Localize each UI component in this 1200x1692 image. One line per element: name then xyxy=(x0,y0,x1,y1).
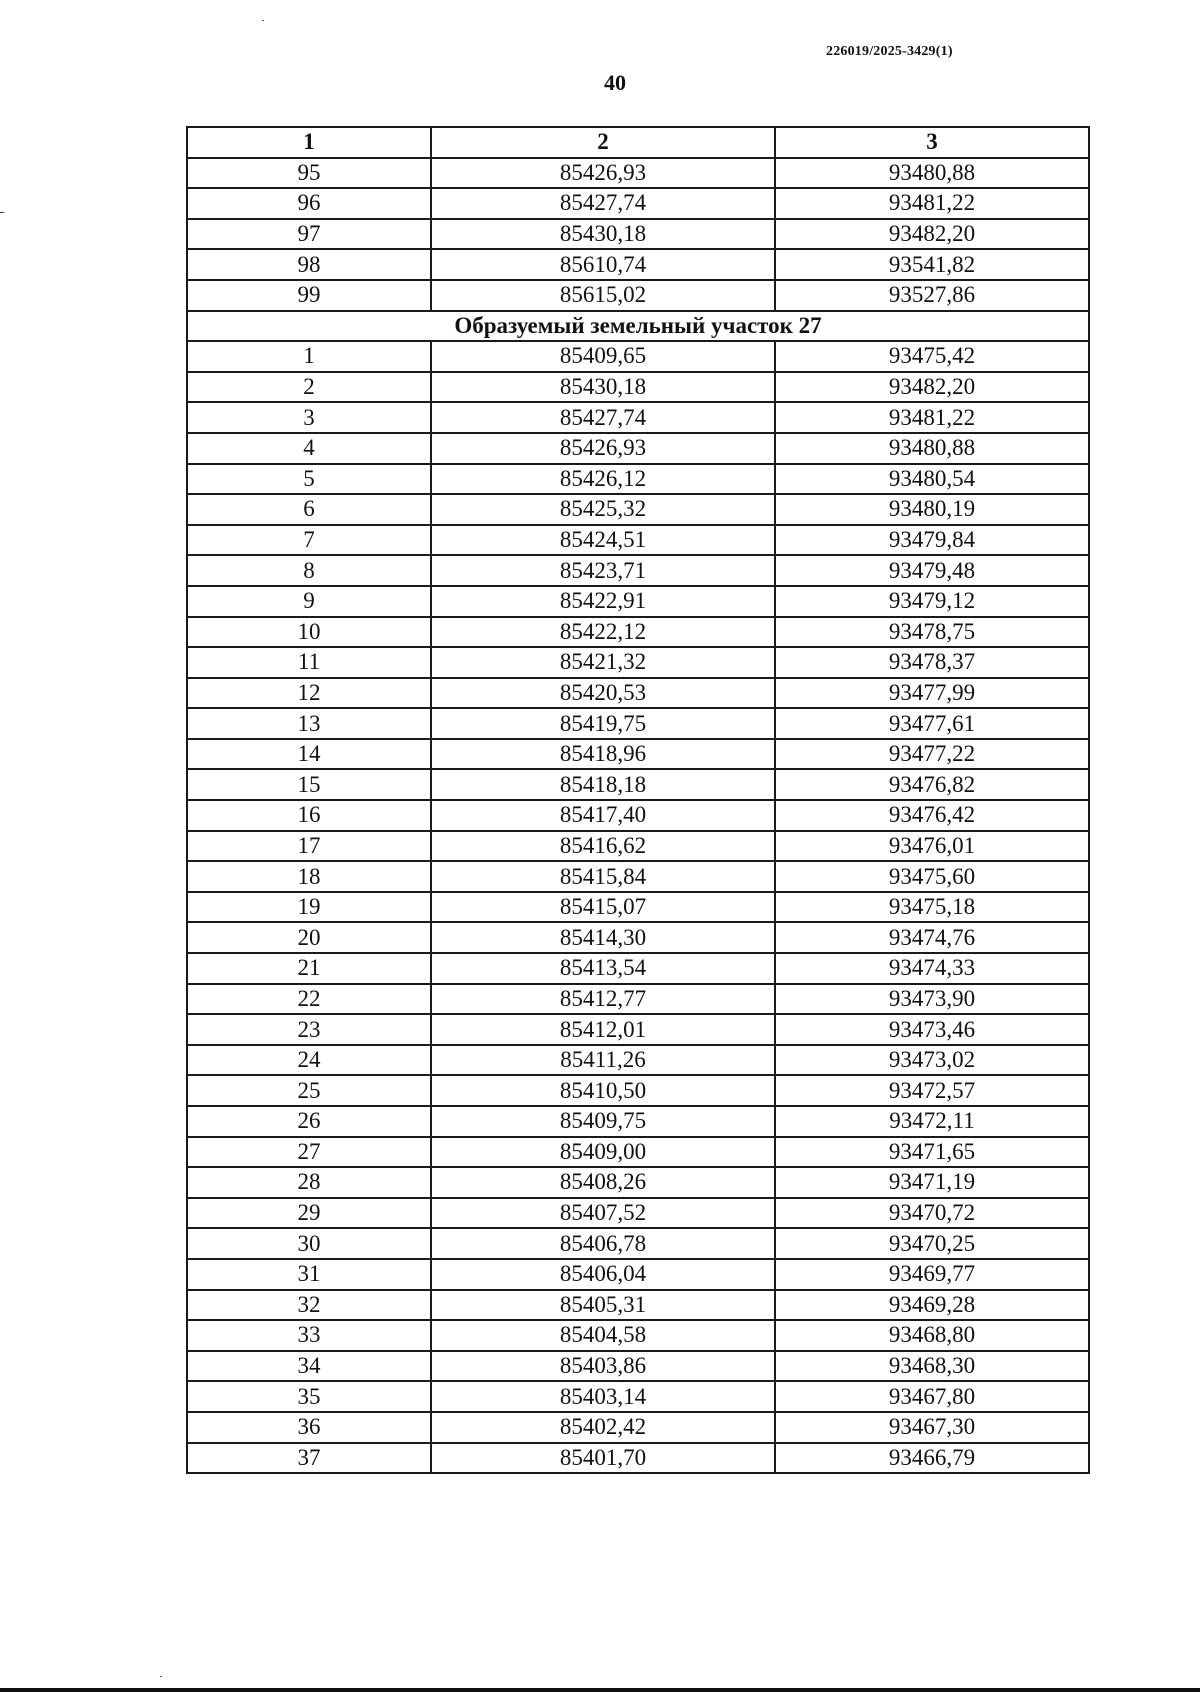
y-coordinate-cell: 93479,12 xyxy=(775,586,1089,617)
column-header-3: 3 xyxy=(775,127,1089,158)
y-coordinate-cell: 93469,28 xyxy=(775,1290,1089,1321)
table-row xyxy=(187,464,1089,495)
point-number-cell: 96 xyxy=(187,188,431,219)
y-coordinate-cell: 93468,30 xyxy=(775,1351,1089,1382)
table-row xyxy=(187,219,1089,250)
table-row xyxy=(187,1259,1089,1290)
table-row xyxy=(187,1351,1089,1382)
x-coordinate-cell: 85430,18 xyxy=(431,372,775,403)
point-number-cell: 97 xyxy=(187,219,431,250)
table-row xyxy=(187,1106,1089,1137)
x-coordinate-cell: 85412,77 xyxy=(431,984,775,1015)
table-row xyxy=(187,249,1089,280)
table-row xyxy=(187,1228,1089,1259)
point-number-cell: 23 xyxy=(187,1014,431,1045)
y-coordinate-cell: 93470,72 xyxy=(775,1198,1089,1229)
point-number-cell: 11 xyxy=(187,647,431,678)
y-coordinate-cell: 93480,19 xyxy=(775,494,1089,525)
point-number-cell: 31 xyxy=(187,1259,431,1290)
point-number-cell: 15 xyxy=(187,769,431,800)
y-coordinate-cell: 93467,30 xyxy=(775,1412,1089,1443)
point-number-cell: 3 xyxy=(187,402,431,433)
table-row xyxy=(187,1290,1089,1321)
point-number-cell: 10 xyxy=(187,617,431,648)
table-row xyxy=(187,1198,1089,1229)
x-coordinate-cell: 85420,53 xyxy=(431,678,775,709)
table-row xyxy=(187,494,1089,525)
point-number-cell: 95 xyxy=(187,158,431,189)
point-number-cell: 16 xyxy=(187,800,431,831)
y-coordinate-cell: 93475,18 xyxy=(775,892,1089,923)
scan-speck xyxy=(262,20,264,21)
y-coordinate-cell: 93527,86 xyxy=(775,280,1089,311)
x-coordinate-cell: 85426,93 xyxy=(431,158,775,189)
y-coordinate-cell: 93476,42 xyxy=(775,800,1089,831)
table-row xyxy=(187,861,1089,892)
point-number-cell: 13 xyxy=(187,708,431,739)
point-number-cell: 98 xyxy=(187,249,431,280)
y-coordinate-cell: 93472,11 xyxy=(775,1106,1089,1137)
table-row xyxy=(187,617,1089,648)
table-row xyxy=(187,158,1089,189)
point-number-cell: 2 xyxy=(187,372,431,403)
table-body-before-section xyxy=(187,158,1089,311)
x-coordinate-cell: 85430,18 xyxy=(431,219,775,250)
point-number-cell: 26 xyxy=(187,1106,431,1137)
point-number-cell: 14 xyxy=(187,739,431,770)
point-number-cell: 19 xyxy=(187,892,431,923)
table-row xyxy=(187,769,1089,800)
page-number: 40 xyxy=(604,70,626,95)
x-coordinate-cell: 85403,86 xyxy=(431,1351,775,1382)
table-row xyxy=(187,1075,1089,1106)
y-coordinate-cell: 93479,48 xyxy=(775,555,1089,586)
point-number-cell: 27 xyxy=(187,1137,431,1168)
y-coordinate-cell: 93480,88 xyxy=(775,158,1089,189)
x-coordinate-cell: 85409,00 xyxy=(431,1137,775,1168)
table-row xyxy=(187,402,1089,433)
table-row xyxy=(187,372,1089,403)
x-coordinate-cell: 85406,04 xyxy=(431,1259,775,1290)
y-coordinate-cell: 93480,54 xyxy=(775,464,1089,495)
table-row xyxy=(187,1412,1089,1443)
table-row xyxy=(187,678,1089,709)
y-coordinate-cell: 93475,60 xyxy=(775,861,1089,892)
point-number-cell: 20 xyxy=(187,922,431,953)
y-coordinate-cell: 93473,90 xyxy=(775,984,1089,1015)
point-number-cell: 24 xyxy=(187,1045,431,1076)
y-coordinate-cell: 93541,82 xyxy=(775,249,1089,280)
table-row xyxy=(187,1137,1089,1168)
y-coordinate-cell: 93482,20 xyxy=(775,372,1089,403)
x-coordinate-cell: 85418,18 xyxy=(431,769,775,800)
x-coordinate-cell: 85427,74 xyxy=(431,402,775,433)
point-number-cell: 18 xyxy=(187,861,431,892)
point-number-cell: 7 xyxy=(187,525,431,556)
x-coordinate-cell: 85423,71 xyxy=(431,555,775,586)
table-row xyxy=(187,1443,1089,1474)
point-number-cell: 5 xyxy=(187,464,431,495)
x-coordinate-cell: 85401,70 xyxy=(431,1443,775,1474)
column-header-2: 2 xyxy=(431,127,775,158)
x-coordinate-cell: 85416,62 xyxy=(431,831,775,862)
y-coordinate-cell: 93479,84 xyxy=(775,525,1089,556)
x-coordinate-cell: 85404,58 xyxy=(431,1320,775,1351)
table-row xyxy=(187,1167,1089,1198)
y-coordinate-cell: 93469,77 xyxy=(775,1259,1089,1290)
x-coordinate-cell: 85415,84 xyxy=(431,861,775,892)
point-number-cell: 6 xyxy=(187,494,431,525)
coordinates-table xyxy=(186,126,1090,1474)
y-coordinate-cell: 93470,25 xyxy=(775,1228,1089,1259)
x-coordinate-cell: 85426,12 xyxy=(431,464,775,495)
y-coordinate-cell: 93477,61 xyxy=(775,708,1089,739)
table-row xyxy=(187,280,1089,311)
table-row xyxy=(187,433,1089,464)
y-coordinate-cell: 93480,88 xyxy=(775,433,1089,464)
y-coordinate-cell: 93473,46 xyxy=(775,1014,1089,1045)
table-row xyxy=(187,739,1089,770)
section-title-row xyxy=(187,311,1089,342)
x-coordinate-cell: 85408,26 xyxy=(431,1167,775,1198)
point-number-cell: 28 xyxy=(187,1167,431,1198)
y-coordinate-cell: 93477,22 xyxy=(775,739,1089,770)
table-row xyxy=(187,922,1089,953)
point-number-cell: 37 xyxy=(187,1443,431,1474)
y-coordinate-cell: 93466,79 xyxy=(775,1443,1089,1474)
table-body-after-section xyxy=(187,341,1089,1473)
section-title-body xyxy=(187,311,1089,342)
x-coordinate-cell: 85421,32 xyxy=(431,647,775,678)
point-number-cell: 1 xyxy=(187,341,431,372)
point-number-cell: 36 xyxy=(187,1412,431,1443)
x-coordinate-cell: 85419,75 xyxy=(431,708,775,739)
table-row xyxy=(187,892,1089,923)
point-number-cell: 30 xyxy=(187,1228,431,1259)
y-coordinate-cell: 93478,75 xyxy=(775,617,1089,648)
x-coordinate-cell: 85413,54 xyxy=(431,953,775,984)
x-coordinate-cell: 85402,42 xyxy=(431,1412,775,1443)
x-coordinate-cell: 85411,26 xyxy=(431,1045,775,1076)
table-row xyxy=(187,800,1089,831)
point-number-cell: 25 xyxy=(187,1075,431,1106)
scan-speck xyxy=(160,1676,162,1677)
x-coordinate-cell: 85407,52 xyxy=(431,1198,775,1229)
point-number-cell: 17 xyxy=(187,831,431,862)
y-coordinate-cell: 93481,22 xyxy=(775,402,1089,433)
point-number-cell: 99 xyxy=(187,280,431,311)
y-coordinate-cell: 93482,20 xyxy=(775,219,1089,250)
table-row xyxy=(187,525,1089,556)
x-coordinate-cell: 85427,74 xyxy=(431,188,775,219)
y-coordinate-cell: 93476,01 xyxy=(775,831,1089,862)
x-coordinate-cell: 85409,65 xyxy=(431,341,775,372)
x-coordinate-cell: 85406,78 xyxy=(431,1228,775,1259)
table-row xyxy=(187,1014,1089,1045)
table-row xyxy=(187,586,1089,617)
table-row xyxy=(187,188,1089,219)
x-coordinate-cell: 85414,30 xyxy=(431,922,775,953)
x-coordinate-cell: 85415,07 xyxy=(431,892,775,923)
point-number-cell: 4 xyxy=(187,433,431,464)
table-row xyxy=(187,1045,1089,1076)
point-number-cell: 9 xyxy=(187,586,431,617)
table-row xyxy=(187,341,1089,372)
table-row xyxy=(187,1320,1089,1351)
y-coordinate-cell: 93474,76 xyxy=(775,922,1089,953)
x-coordinate-cell: 85422,91 xyxy=(431,586,775,617)
table-row xyxy=(187,708,1089,739)
point-number-cell: 32 xyxy=(187,1290,431,1321)
x-coordinate-cell: 85403,14 xyxy=(431,1381,775,1412)
y-coordinate-cell: 93477,99 xyxy=(775,678,1089,709)
y-coordinate-cell: 93474,33 xyxy=(775,953,1089,984)
table-row xyxy=(187,647,1089,678)
table-row xyxy=(187,984,1089,1015)
x-coordinate-cell: 85426,93 xyxy=(431,433,775,464)
x-coordinate-cell: 85405,31 xyxy=(431,1290,775,1321)
x-coordinate-cell: 85424,51 xyxy=(431,525,775,556)
point-number-cell: 22 xyxy=(187,984,431,1015)
table-row xyxy=(187,555,1089,586)
table-row xyxy=(187,831,1089,862)
x-coordinate-cell: 85418,96 xyxy=(431,739,775,770)
column-header-1: 1 xyxy=(187,127,431,158)
point-number-cell: 29 xyxy=(187,1198,431,1229)
table-row xyxy=(187,1381,1089,1412)
scan-speck xyxy=(0,212,4,213)
y-coordinate-cell: 93475,42 xyxy=(775,341,1089,372)
y-coordinate-cell: 93471,19 xyxy=(775,1167,1089,1198)
y-coordinate-cell: 93473,02 xyxy=(775,1045,1089,1076)
x-coordinate-cell: 85425,32 xyxy=(431,494,775,525)
y-coordinate-cell: 93476,82 xyxy=(775,769,1089,800)
y-coordinate-cell: 93472,57 xyxy=(775,1075,1089,1106)
y-coordinate-cell: 93467,80 xyxy=(775,1381,1089,1412)
section-title: Образуемый земельный участок 27 xyxy=(187,311,1089,342)
x-coordinate-cell: 85615,02 xyxy=(431,280,775,311)
x-coordinate-cell: 85422,12 xyxy=(431,617,775,648)
y-coordinate-cell: 93471,65 xyxy=(775,1137,1089,1168)
point-number-cell: 12 xyxy=(187,678,431,709)
y-coordinate-cell: 93481,22 xyxy=(775,188,1089,219)
point-number-cell: 35 xyxy=(187,1381,431,1412)
point-number-cell: 33 xyxy=(187,1320,431,1351)
x-coordinate-cell: 85410,50 xyxy=(431,1075,775,1106)
y-coordinate-cell: 93478,37 xyxy=(775,647,1089,678)
point-number-cell: 8 xyxy=(187,555,431,586)
x-coordinate-cell: 85412,01 xyxy=(431,1014,775,1045)
x-coordinate-cell: 85409,75 xyxy=(431,1106,775,1137)
point-number-cell: 34 xyxy=(187,1351,431,1382)
point-number-cell: 21 xyxy=(187,953,431,984)
x-coordinate-cell: 85610,74 xyxy=(431,249,775,280)
table-row xyxy=(187,953,1089,984)
table-header-row xyxy=(187,127,1089,158)
y-coordinate-cell: 93468,80 xyxy=(775,1320,1089,1351)
document-id: 226019/2025-3429(1) xyxy=(826,44,953,59)
x-coordinate-cell: 85417,40 xyxy=(431,800,775,831)
scan-bottom-edge xyxy=(0,1688,1200,1692)
